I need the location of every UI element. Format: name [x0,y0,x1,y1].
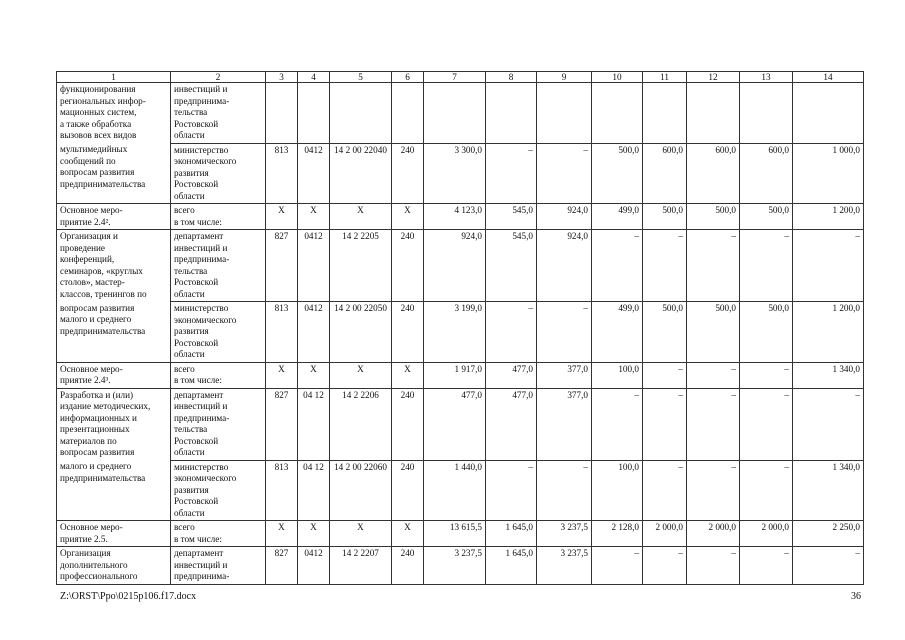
cell-col-9 [537,83,592,144]
cell-col-3 [266,83,298,144]
cell-col-11: 600,0 [643,143,687,204]
cell-col-13: – [740,388,793,460]
cell-col-1: вопросам развития малого и среднего предпринимательства [57,302,171,363]
cell-col-7: 1 440,0 [424,460,486,521]
column-header-10: 10 [592,72,643,83]
cell-col-2: министерство экономического развития Ростовской области [171,143,266,204]
cell-col-2: департамент инвестиций и предпринима- тельства Ростовской области [171,230,266,302]
cell-col-5: 14 2 2206 [330,388,392,460]
cell-col-13: – [740,362,793,388]
cell-col-10: 500,0 [592,143,643,204]
column-header-2: 2 [171,72,266,83]
cell-col-9: – [537,460,592,521]
cell-col-4: X [298,362,330,388]
footer-page-number: 36 [851,591,861,602]
cell-col-2: всего в том числе: [171,521,266,547]
cell-col-6: 240 [392,302,424,363]
cell-col-6: 240 [392,460,424,521]
column-header-7: 7 [424,72,486,83]
cell-col-12: – [687,230,740,302]
cell-col-11 [643,83,687,144]
cell-col-5: X [330,521,392,547]
cell-col-5: X [330,362,392,388]
cell-col-10: 100,0 [592,460,643,521]
cell-col-3: 827 [266,547,298,585]
budget-table [56,71,864,585]
column-header-8: 8 [486,72,537,83]
cell-col-12: 500,0 [687,302,740,363]
cell-col-14: 1 000,0 [793,143,864,204]
column-header-4: 4 [298,72,330,83]
cell-col-2: департамент инвестиций и предпринима- тельства Ростовской области [171,388,266,460]
cell-col-7: 924,0 [424,230,486,302]
cell-col-6: 240 [392,547,424,585]
cell-col-8: – [486,302,537,363]
cell-col-9: 924,0 [537,204,592,230]
cell-col-12: 600,0 [687,143,740,204]
cell-col-3: X [266,521,298,547]
cell-col-6: X [392,362,424,388]
cell-col-2: всего в том числе: [171,362,266,388]
cell-col-10 [592,83,643,144]
cell-col-6: X [392,204,424,230]
cell-col-11: 500,0 [643,302,687,363]
cell-col-11: – [643,388,687,460]
cell-col-14 [793,83,864,144]
cell-col-4: 04 12 [298,460,330,521]
cell-col-5: 14 2 00 22040 [330,143,392,204]
cell-col-8: 545,0 [486,230,537,302]
column-header-11: 11 [643,72,687,83]
cell-col-5: 14 2 00 22050 [330,302,392,363]
cell-col-5: 14 2 2207 [330,547,392,585]
cell-col-3: X [266,204,298,230]
cell-col-2: всего в том числе: [171,204,266,230]
column-header-6: 6 [392,72,424,83]
cell-col-13: – [740,230,793,302]
column-header-14: 14 [793,72,864,83]
cell-col-4: X [298,521,330,547]
column-header-1: 1 [57,72,171,83]
cell-col-2: департамент инвестиций и предпринима- [171,547,266,585]
cell-col-1: мультимедийных сообщений по вопросам развития предпринимательства [57,143,171,204]
column-number-header [57,72,864,83]
cell-col-12: – [687,362,740,388]
row-event-2-4-2-dept [57,230,864,302]
cell-col-7: 4 123,0 [424,204,486,230]
cell-col-4: X [298,204,330,230]
cell-col-11: – [643,547,687,585]
cell-col-8: – [486,460,537,521]
cell-col-6: X [392,521,424,547]
cell-col-9: 377,0 [537,388,592,460]
cell-col-13: 600,0 [740,143,793,204]
cell-col-12: 2 000,0 [687,521,740,547]
cell-col-10: 100,0 [592,362,643,388]
cell-col-10: – [592,388,643,460]
cell-col-12: – [687,388,740,460]
cell-col-7 [424,83,486,144]
cell-col-14: 1 340,0 [793,460,864,521]
cell-col-11: – [643,230,687,302]
cell-col-8: 545,0 [486,204,537,230]
row-event-2-4-3-total [57,362,864,388]
cell-col-14: – [793,547,864,585]
cell-col-7: 3 300,0 [424,143,486,204]
cell-col-11: 500,0 [643,204,687,230]
row-cont-reg-it [57,83,864,144]
cell-col-3: 813 [266,143,298,204]
cell-col-2: министерство экономического развития Ростовской области [171,302,266,363]
cell-col-8: 1 645,0 [486,521,537,547]
cell-col-9: – [537,302,592,363]
cell-col-12: – [687,547,740,585]
cell-col-5 [330,83,392,144]
cell-col-4: 0412 [298,547,330,585]
cell-col-12: – [687,460,740,521]
cell-col-1: Организация и проведение конференций, семинаров, «круглых столов», мастер- классов, тренингов по [57,230,171,302]
cell-col-8: – [486,143,537,204]
cell-col-10: 499,0 [592,204,643,230]
cell-col-4: 0412 [298,302,330,363]
cell-col-14: – [793,388,864,460]
cell-col-7: 477,0 [424,388,486,460]
cell-col-6: 240 [392,143,424,204]
cell-col-3: 827 [266,230,298,302]
column-header-3: 3 [266,72,298,83]
cell-col-4: 04 12 [298,388,330,460]
cell-col-6: 240 [392,230,424,302]
cell-col-10: – [592,547,643,585]
row-event-2-4-2-mineco [57,302,864,363]
cell-col-11: – [643,460,687,521]
cell-col-12: 500,0 [687,204,740,230]
cell-col-7: 1 917,0 [424,362,486,388]
cell-col-1: Основное меро- приятие 2.4². [57,204,171,230]
row-event-2-4-3-dept [57,388,864,460]
cell-col-8: 477,0 [486,388,537,460]
cell-col-9: 3 237,5 [537,547,592,585]
cell-col-10: 2 128,0 [592,521,643,547]
cell-col-7: 3 237,5 [424,547,486,585]
cell-col-7: 3 199,0 [424,302,486,363]
column-header-13: 13 [740,72,793,83]
cell-col-13: 500,0 [740,204,793,230]
cell-col-14: – [793,230,864,302]
cell-col-7: 13 615,5 [424,521,486,547]
cell-col-13: 2 000,0 [740,521,793,547]
cell-col-4: 0412 [298,143,330,204]
cell-col-13: 500,0 [740,302,793,363]
row-event-2-4-3-mineco [57,460,864,521]
cell-col-14: 2 250,0 [793,521,864,547]
cell-col-13 [740,83,793,144]
cell-col-3: 813 [266,460,298,521]
cell-col-13: – [740,547,793,585]
column-header-9: 9 [537,72,592,83]
cell-col-12 [687,83,740,144]
cell-col-10: – [592,230,643,302]
cell-col-2: инвестиций и предпринима- тельства Ростовской области [171,83,266,144]
cell-col-6: 240 [392,388,424,460]
cell-col-14: 1 340,0 [793,362,864,388]
cell-col-5: 14 2 00 22060 [330,460,392,521]
cell-col-4: 0412 [298,230,330,302]
cell-col-8: 477,0 [486,362,537,388]
cell-col-14: 1 200,0 [793,204,864,230]
cell-col-1: Основное меро- приятие 2.4³. [57,362,171,388]
cell-col-1: Основное меро- приятие 2.5. [57,521,171,547]
cell-col-9: 377,0 [537,362,592,388]
row-event-2-4-2-total [57,204,864,230]
footer-file-path: Z:\ORST\Ppo\0215p106.f17.docx [60,591,197,602]
cell-col-9: 924,0 [537,230,592,302]
cell-col-11: 2 000,0 [643,521,687,547]
row-event-2-5-total [57,521,864,547]
cell-col-5: X [330,204,392,230]
cell-col-6 [392,83,424,144]
cell-col-1: малого и среднего предпринимательства [57,460,171,521]
cell-col-3: X [266,362,298,388]
cell-col-9: 3 237,5 [537,521,592,547]
row-cont-mineco-22040 [57,143,864,204]
cell-col-3: 827 [266,388,298,460]
cell-col-1: Организация дополнительного профессионального [57,547,171,585]
cell-col-3: 813 [266,302,298,363]
row-event-2-5-dept [57,547,864,585]
cell-col-2: министерство экономического развития Ростовской области [171,460,266,521]
cell-col-9: – [537,143,592,204]
cell-col-4 [298,83,330,144]
cell-col-1: Разработка и (или) издание методических, информационных и презентационных материалов по вопросам развития [57,388,171,460]
cell-col-1: функционирования региональных инфор- мационных систем, а также обработка вызовов всех видов [57,83,171,144]
cell-col-10: 499,0 [592,302,643,363]
cell-col-13: – [740,460,793,521]
column-header-12: 12 [687,72,740,83]
cell-col-5: 14 2 2205 [330,230,392,302]
cell-col-14: 1 200,0 [793,302,864,363]
column-header-5: 5 [330,72,392,83]
cell-col-11: – [643,362,687,388]
cell-col-8 [486,83,537,144]
cell-col-8: 1 645,0 [486,547,537,585]
